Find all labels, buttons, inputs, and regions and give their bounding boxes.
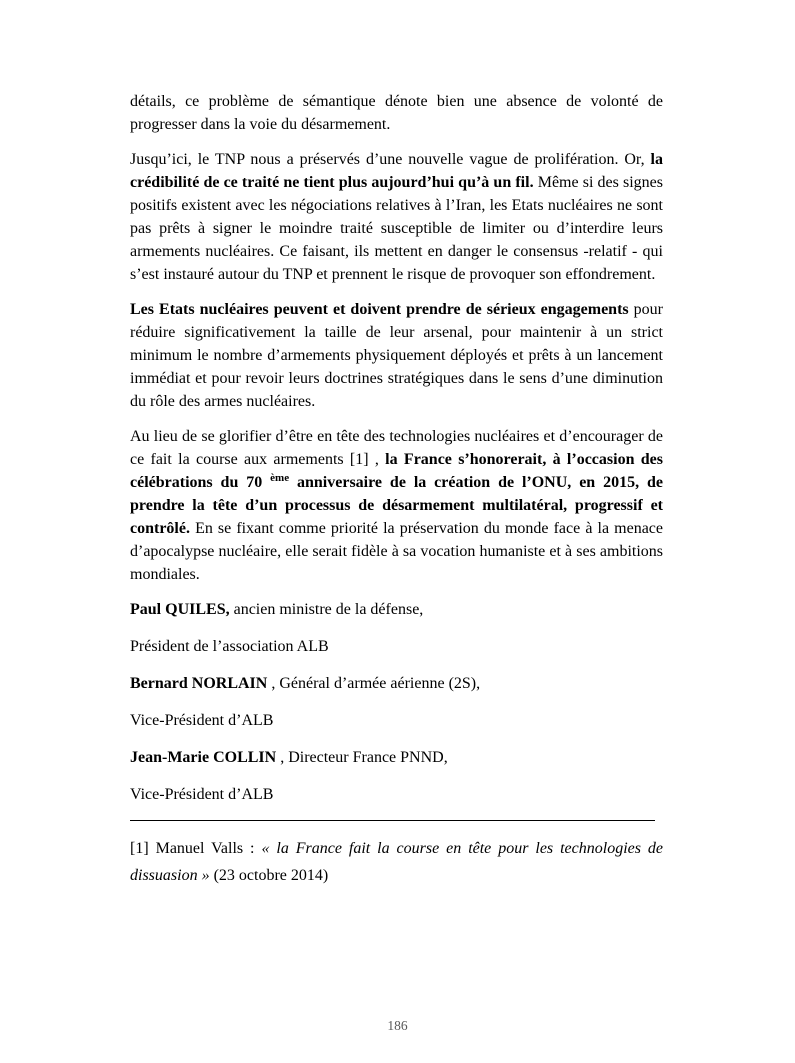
signatory-name: Paul QUILES, [130, 601, 230, 618]
signatory-name: Bernard NORLAIN [130, 675, 268, 692]
signature-line-6 [130, 783, 663, 806]
text-run: En se fixant comme priorité la préservation du monde face à la menace d’apocalypse nucléaire, elle serait fidèle à sa vocation humaniste et à ses ambitions mondiales. [130, 520, 663, 583]
signature-line-1 [130, 598, 663, 621]
signature-line-2 [130, 635, 663, 658]
signatory-role: ancien ministre de la défense, [233, 601, 424, 618]
signatory-name: Jean-Marie COLLIN [130, 749, 277, 766]
signature-line-5 [130, 746, 663, 769]
body-paragraph-1 [130, 90, 663, 136]
superscript-eme: ème [270, 472, 290, 484]
page-number: 186 [387, 1018, 408, 1033]
footnote-date: (23 octobre 2014) [213, 867, 329, 884]
text-run-bold: la crédibilité de ce traité ne tient plus aujourd’hui qu’à un fil. [130, 151, 663, 191]
body-paragraph-2 [130, 148, 663, 286]
signatory-role: , Général d’armée aérienne (2S), [271, 675, 481, 692]
text-run: Jusqu’ici, le TNP nous a préservés d’une nouvelle vague de prolifération. Or, [130, 151, 651, 168]
footnote-separator [130, 820, 655, 821]
signatory-role: , Directeur France PNND, [280, 749, 448, 766]
footnote [130, 835, 663, 889]
text-run-bold: Les Etats nucléaires peuvent et doivent prendre de sérieux engagements [130, 301, 629, 318]
signature-line-4 [130, 709, 663, 732]
page-content [130, 90, 663, 889]
text-run: détails, ce problème de sémantique dénote bien une absence de volonté de progresser dans la voie du désarmement. [130, 93, 663, 133]
signatory-role: Président de l’association ALB [130, 638, 329, 655]
text-run: Même si des signes positifs existent avec les négociations relatives à l’Iran, les Etats nucléaires ne sont pas prêts à signer le moindre traité susceptible de limiter ou d’interdire leurs armements nucléaires. Ce faisant, ils mettent en danger le consensus -relatif - qui s’est instauré autour du TNP et prennent le risque de provoquer son effondrement. [130, 174, 663, 283]
footnote-quote: « la France fait la course en tête pour les technologies de dissuasion » [130, 840, 663, 884]
text-run-bold: la France s’honorerait, à l’occasion des célébrations du 70 [130, 451, 663, 491]
signature-line-3 [130, 672, 663, 695]
text-run: pour réduire significativement la taille de leur arsenal, pour maintenir à un strict minimum le nombre d’armements physiquement déployés et prêts à un lancement immédiat et pour revoir leurs doctrines stratégiques dans le sens d’une diminution du rôle des armes nucléaires. [130, 301, 664, 410]
text-run-bold: anniversaire de la création de l’ONU, en 2015, de prendre la tête d’un processus de désarmement multilatéral, progressif et contrôlé. [130, 474, 663, 537]
footnote-marker: [1] Manuel Valls : [130, 840, 255, 857]
body-paragraph-3 [130, 298, 663, 413]
signatory-role: Vice-Président d’ALB [130, 712, 274, 729]
text-run: Au lieu de se glorifier d’être en tête des technologies nucléaires et d’encourager de ce fait la course aux armements [1] , [130, 428, 663, 468]
body-paragraph-4 [130, 425, 663, 586]
signatory-role: Vice-Président d’ALB [130, 786, 274, 803]
